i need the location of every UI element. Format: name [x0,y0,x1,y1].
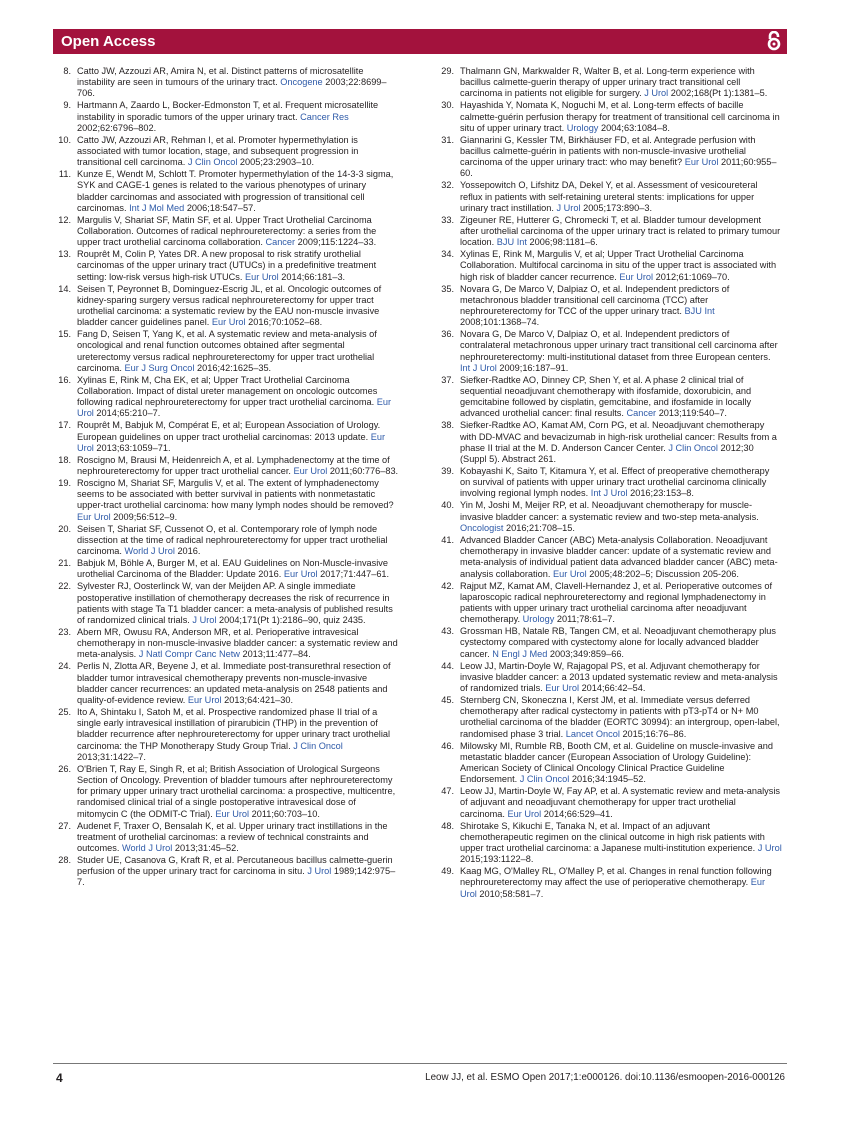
reference-number: 27. [58,820,71,831]
reference-text: Siefker-Radtke AO, Dinney CP, Shen Y, et al. A phase 2 clinical trial of sequential neoadjuvant chemotherapy with ifosfamide, doxorubicin, and gemcitabine followed by cisplatin, gemcitabine, and ifosfamide in locally advanced urothelial cancer: final results. [460,374,752,419]
journal-link[interactable]: Eur J Surg Oncol [124,362,195,373]
journal-link[interactable]: J Clin Oncol [293,740,343,751]
reference-citation-details: 2002;168(Pt 1):1381–5. [670,88,768,99]
reference-text: O'Brien T, Ray E, Singh R, et al; British Association of Urological Surgeons Section of Oncology. Prevention of bladder tumours after nephroureterectomy for primary upper urinary tract urothelial carcinoma: a prospective, multicentre, randomised clinical trial of a single postoperative intravesical dose of mitomycin C (the ODMIT-C Trial). [77,763,396,819]
reference-number: 33. [441,214,454,225]
reference-text: Audenet F, Traxer O, Bensalah K, et al. Upper urinary tract instillations in the treatment of urothelial carcinomas: a review of technical constraints and outcomes. [77,820,388,853]
reference-number: 21. [58,558,71,569]
reference-number: 18. [58,454,71,465]
reference-citation-details: 2011;78:61–7. [556,614,615,625]
journal-link[interactable]: N Engl J Med [492,648,548,659]
reference-text: Hayashida Y, Nomata K, Noguchi M, et al. Long-term effects of bacille calmette-guérin perfusion therapy for treatment of transitional cell carcinoma in situ of upper urinary tract. [460,100,780,133]
reference-item [53,249,399,283]
journal-link[interactable]: Urology [566,122,599,133]
reference-number: 46. [441,740,454,751]
journal-link[interactable]: Cancer Res [300,111,349,122]
reference-item [53,215,399,249]
reference-number: 23. [58,626,71,637]
journal-link[interactable]: Eur Urol [244,271,279,282]
reference-citation-details: 2010;58:581–7. [479,888,544,899]
reference-citation-details: 2013;31:1422–7. [77,751,146,762]
reference-number: 42. [441,580,454,591]
journal-link[interactable]: Cancer [265,237,296,248]
reference-item [53,764,399,820]
reference-citation-details: 2009;115:1224–33. [297,237,377,248]
references-right-column [436,66,782,901]
reference-number: 48. [441,820,454,831]
reference-item [53,524,399,558]
reference-citation-details: 2016;70:1052–68. [248,317,323,328]
reference-citation-details: 2002;62:6796–802. [77,122,157,133]
reference-citation-details: 2012;61:1069–70. [655,271,730,282]
reference-item [436,375,782,420]
reference-text: Siefker-Radtke AO, Kamat AM, Corn PG, et al. Neoadjuvant chemotherapy with DD-MVAC and bevacizumab in high-risk urothelial cancer: Results from a phase II trial at the M. D. Anderson Cancer Center. [460,420,777,453]
reference-item [53,284,399,329]
reference-text: Rajput MZ, Kamat AM, Clavell-Hernandez J, et al. Perioperative outcomes of laparoscopic radical nephroureterectomy and regional lymphadenectomy in patients with upper urinary tract urothelial carcinoma after neoadjuvant chemotherapy. [460,580,772,625]
reference-text: Rouprêt M, Babjuk M, Compérat E, et al; European Association of Urology. European guidelines on upper tract urothelial carcinomas: 2013 update. [77,420,381,442]
journal-link[interactable]: World J Urol [124,546,175,557]
reference-number: 45. [441,694,454,705]
banner-title: Open Access [61,33,156,50]
reference-text: Xylinas E, Rink M, Cha EK, et al; Upper Tract Urothelial Carcinoma Collaboration. Impact of distal ureter management on oncologic outcomes following radical nephroureterectomy for upper tract urothelial carcinoma. [77,374,378,408]
reference-number: 38. [441,420,454,431]
reference-citation-details: 2014;66:529–41. [543,808,613,819]
reference-item [436,329,782,374]
journal-link[interactable]: Cancer [626,408,657,419]
journal-link[interactable]: J Urol [644,88,669,99]
reference-number: 16. [58,374,71,385]
reference-number: 37. [441,374,454,385]
reference-item [53,707,399,763]
reference-number: 43. [441,626,454,637]
reference-item [53,627,399,661]
reference-item [436,215,782,249]
reference-item [436,249,782,283]
reference-text: Milowsky MI, Rumble RB, Booth CM, et al. Guideline on muscle-invasive and metastatic bladder cancer (European Association of Urology Guideline): American Society of Clinical Oncology Clinical Practice Guideline Endorsement. [460,740,774,785]
journal-link[interactable]: J Urol [556,202,581,213]
reference-item [436,284,782,329]
journal-link[interactable]: Eur Urol [619,271,654,282]
reference-text: Abern MR, Owusu RA, Anderson MR, et al. Perioperative intravesical chemotherapy in non-muscle-invasive bladder cancer: a systematic review and meta-analysis. [77,626,398,660]
reference-item [53,455,399,477]
reference-item [53,169,399,214]
reference-text: Advanced Bladder Cancer (ABC) Meta-analysis Collaboration. Neoadjuvant chemotherapy in invasive bladder cancer: update of a systematic review and meta-analysis of individual patient data advanced bladder cancer (ABC) meta-analysis collaboration. [460,534,778,579]
journal-link[interactable]: Int J Urol [590,488,628,499]
reference-text: Roscigno M, Brausi M, Heidenreich A, et al. Lymphadenectomy at the time of nephroureterectomy for upper tract urothelial cancer. [77,454,390,477]
reference-number: 13. [58,249,71,260]
reference-text: Roscigno M, Shariat SF, Margulis V, et al. The extent of lymphadenectomy seems to be associated with better survival in patients with nonmetastatic upper-tract urothelial carcinoma: how many lymph nodes should be removed? [77,478,394,511]
reference-item [53,478,399,523]
reference-citation-details: 2006;18:547–57. [186,202,256,213]
reference-number: 20. [58,523,71,534]
reference-item [436,786,782,820]
reference-text: Grossman HB, Natale RB, Tangen CM, et al. Neoadjuvant chemotherapy plus cystectomy compared with cystectomy alone for locally advanced bladder cancer. [460,626,776,659]
reference-number: 26. [58,763,71,774]
journal-link[interactable]: J Urol [757,842,782,853]
reference-number: 14. [58,283,71,294]
reference-text: Sylvester RJ, Oosterlinck W, van der Meijden AP. A single immediate postoperative instillation of chemotherapy decreases the risk of recurrence in patients with stage Ta T1 bladder cancer: a meta-analysis of published results of randomized clinical trials. [77,581,393,625]
reference-citation-details: 2005;23:2903–10. [239,157,315,168]
reference-text: Rouprêt M, Colin P, Yates DR. A new proposal to risk stratify urothelial carcinomas of the upper urinary tract (UTUCs) in a predefinitive treatment setting: low-risk versus high-risk UTUCs. [77,249,377,282]
reference-citation-details: 1989;142:975–7. [77,866,396,888]
reference-number: 32. [441,180,454,191]
journal-link[interactable]: J Clin Oncol [519,774,570,785]
reference-number: 40. [441,500,454,511]
reference-citation-details: 2011;60:776–83. [329,466,399,477]
reference-citation-details: 2009;16:187–91. [499,362,569,373]
journal-link[interactable]: Eur Urol [77,431,386,453]
reference-citation-details: 2005;173:890–3. [583,202,653,213]
reference-item [436,135,782,180]
references-left-column [53,66,399,889]
footer-rule [53,1063,787,1064]
reference-text: Kaag MG, O'Malley RL, O'Malley P, et al. Changes in renal function following nephroureterectomy may affect the use of perioperative chemotherapy. [460,866,772,888]
reference-number: 35. [441,283,454,294]
reference-citation-details: 2016;42:1625–35. [197,362,272,373]
reference-text: Babjuk M, Böhle A, Burger M, et al. EAU Guidelines on Non-Muscle-invasive urothelial Carcinoma of the Bladder: Update 2016. [77,558,388,580]
reference-text: Sternberg CN, Skoneczna I, Kerst JM, et al. Immediate versus deferred chemotherapy after radical cystectomy in patients with pT3-pT4 or N+ M0 urothelial carcinoma of the bladder (EORTC 30994): an intergroup, open-label, randomised phase 3 trial. [460,694,780,739]
reference-text: Leow JJ, Martin-Doyle W, Fay AP, et al. A systematic review and meta-analysis of adjuvant and neoadjuvant chemotherapy for upper tract urothelial carcinoma. [460,786,780,819]
reference-text: Zigeuner RE, Hutterer G, Chromecki T, et al. Bladder tumour development after urothelial carcinoma of the upper urinary tract is related to primary tumour location. [460,214,781,248]
reference-number: 11. [58,169,71,180]
reference-text: Novara G, De Marco V, Dalpiaz O, et al. Independent predictors of metachronous bladder transitional cell carcinoma (TCC) after nephroureterectomy for TCC of the upper urinary tract. [460,283,730,317]
journal-link[interactable]: Oncogene [280,77,323,88]
reference-number: 12. [58,214,71,225]
reference-citation-details: 2016;21:708–15. [505,522,575,533]
reference-text: Catto JW, Azzouzi AR, Rehman I, et al. Promoter hypermethylation is associated with tumor location, stage, and subsequent progression in transitional cell carcinoma. [77,134,359,168]
reference-citation-details: 2013;11:477–84. [242,649,311,660]
journal-link[interactable]: Eur Urol [215,808,250,819]
reference-text: Yossepowitch O, Lifshitz DA, Dekel Y, et al. Assessment of vesicoureteral reflux in patients with self-retaining ureteral stents: implications for upper urinary tract instillation. [460,180,758,213]
reference-text: Giannarini G, Kessler TM, Birkhäuser FD, et al. Antegrade perfusion with bacillus calmette-guérin in patients with non-muscle-invasive urothelial carcinoma of the upper urinary tract: who may benefit? [460,134,756,168]
reference-citation-details: 2004;63:1084–8. [600,122,670,133]
reference-citation-details: 2013;63:1059–71. [96,442,171,453]
reference-citation-details: 2015;16:76–86. [622,728,687,739]
reference-number: 49. [441,866,454,877]
reference-text: Perlis N, Zlotta AR, Beyene J, et al. Immediate post-transurethral resection of bladder tumor intravesical chemotherapy prevents non-muscle-invasive bladder cancer recurrences: an updated meta-analysis on 2548 patients and quality-of-evidence review. [77,661,391,705]
open-access-banner [53,29,787,54]
reference-item [436,695,782,740]
journal-link[interactable]: Eur Urol [283,569,318,580]
reference-citation-details: 2009;56:512–9. [113,511,178,522]
reference-citation-details: 2016;34:1945–52. [571,774,646,785]
reference-number: 22. [58,581,71,592]
reference-citation-details: 2006;98:1181–6. [529,237,598,248]
journal-link[interactable]: Eur Urol [684,157,719,168]
page-number: 4 [56,1071,63,1085]
reference-item [436,821,782,866]
reference-citation-details: 2011;60:703–10. [251,808,320,819]
journal-link[interactable]: Eur Urol [187,694,222,705]
reference-item [436,100,782,134]
reference-text: Seisen T, Peyronnet B, Dominguez-Escrig JL, et al. Oncologic outcomes of kidney-sparing surgery versus radical nephroureterectomy for upper tract urothelial carcinoma: a systematic review by the EAU non-muscle invasive bladder cancer guidelines panel. [77,283,382,328]
reference-text: Studer UE, Casanova G, Kraft R, et al. Percutaneous bacillus calmette-guerin perfusion of the upper urinary tract for carcinoma in situ. [77,854,393,877]
reference-item [436,581,782,626]
reference-number: 19. [58,478,71,489]
reference-citation-details: 2013;119:540–7. [658,408,727,419]
reference-item [436,626,782,660]
reference-item [436,466,782,500]
reference-number: 9. [63,100,71,111]
reference-citation-details: 2016;23:153–8. [630,488,694,499]
reference-citation-details: 2003;22:8699–706. [77,77,387,99]
journal-link[interactable]: J Urol [307,866,332,877]
reference-citation-details: 2014;66:181–3. [281,271,346,282]
reference-number: 15. [58,329,71,340]
reference-text: Hartmann A, Zaardo L, Bocker-Edmonston T, et al. Frequent microsatellite instability in sporadic tumors of the upper urinary tract. [77,100,379,122]
reference-item [436,661,782,695]
journal-link[interactable]: Eur Urol [552,568,587,579]
reference-text: Seisen T, Shariat SF, Cussenot O, et al. Contemporary role of lymph node dissection at the time of radical nephroureterectomy for upper tract urothelial carcinoma. [77,523,388,557]
journal-link[interactable]: Eur Urol [507,808,542,819]
reference-text: Leow JJ, Martin-Doyle W, Rajagopal PS, et al. Adjuvant chemotherapy for invasive bladder cancer: a 2013 updated systematic review and meta-analysis of randomized trials. [460,660,778,693]
footer-citation: Leow JJ, et al. ESMO Open 2017;1:e000126. doi:10.1136/esmoopen-2016-000126 [425,1072,785,1083]
reference-item [53,329,399,374]
journal-link[interactable]: Eur Urol [211,317,246,328]
reference-number: 47. [441,786,454,797]
journal-link[interactable]: J Clin Oncol [187,157,238,168]
journal-link[interactable]: Oncologist [460,522,504,533]
reference-citation-details: 2013;31:45–52. [174,842,239,853]
reference-number: 31. [441,134,454,145]
reference-text: Xylinas E, Rink M, Margulis V, et al; Upper Tract Urothelial Carcinoma Collaboration. Multifocal carcinoma in situ of the upper tract is associated with high risk of bladder cancer recurrence. [460,249,777,282]
reference-number: 34. [441,249,454,260]
reference-item [53,66,399,100]
reference-item [436,500,782,534]
journal-link[interactable]: Eur Urol [77,397,392,419]
journal-link[interactable]: BJU Int [684,306,715,317]
reference-item [436,66,782,100]
reference-number: 39. [441,466,454,477]
journal-link[interactable]: Int J Mol Med [129,202,185,213]
reference-number: 44. [441,660,454,671]
reference-item [436,535,782,580]
reference-number: 29. [441,66,454,76]
reference-citation-details: 2004;171(Pt 1):2186–90, quiz 2435. [218,614,366,625]
reference-number: 24. [58,661,71,672]
reference-text: Kunze E, Wendt M, Schlott T. Promoter hypermethylation of the 14-3-3 sigma, SYK and CAGE-1 genes is related to the various phenotypes of urinary bladder carcinomas and associated with progression of transitional cell carcinomas. [77,169,394,213]
journal-link[interactable]: J Urol [192,614,217,625]
reference-number: 36. [441,329,454,340]
reference-item [436,180,782,214]
reference-number: 30. [441,100,454,111]
reference-text: Ito A, Shintaku I, Satoh M, et al. Prospective randomized phase II trial of a single early intravesical instillation of pirarubicin (THP) in the prevention of bladder recurrence after nephroureterectomy for upper urinary tract urothelial carcinoma: the THP Monotherapy Study Group Trial. [77,706,391,751]
reference-item [53,420,399,454]
reference-text: Shirotake S, Kikuchi E, Tanaka N, et al. Impact of an adjuvant chemotherapeutic regimen on the clinical outcome in high risk patients with upper tract urothelial carcinoma: a Japanese multi-institution experience. [460,820,765,853]
reference-citation-details: 2013;64:421–30. [224,694,294,705]
reference-item [53,100,399,134]
reference-text: Thalmann GN, Markwalder R, Walter B, et al. Long-term experience with bacillus calmette-guerin therapy of upper urinary tract transitional cell carcinoma in patients not eligible for surgery. [460,66,755,99]
reference-item [53,661,399,706]
journal-link[interactable]: Eur Urol [293,466,328,477]
reference-item [53,581,399,626]
journal-link[interactable]: J Natl Compr Canc Netw [138,649,240,660]
open-access-icon [767,31,781,51]
reference-number: 25. [58,706,71,717]
journal-link[interactable]: J Clin Oncol [668,442,718,453]
journal-link[interactable]: World J Urol [121,842,173,853]
journal-link[interactable]: Eur Urol [545,682,579,693]
reference-number: 17. [58,420,71,431]
reference-citation-details: 2005;48:202–5; Discussion 205-206. [589,568,739,579]
journal-link[interactable]: Eur Urol [77,511,111,522]
journal-link[interactable]: Lancet Oncol [565,728,620,739]
reference-text: Novara G, De Marco V, Dalpiaz O, et al. Independent predictors of contralateral metachronous upper urinary tract transitional cell carcinoma after nephroureterectomy: multi-institutional dataset from three European centers. [460,329,778,362]
reference-citation-details: 2015;193:1122–8. [460,854,534,865]
reference-citation-details: 2016. [177,546,201,557]
reference-citation-details: 2014;65:210–7. [96,408,161,419]
reference-number: 41. [441,534,454,545]
reference-text: Kobayashi K, Saito T, Kitamura Y, et al. Effect of preoperative chemotherapy on survival of patients with upper urinary tract urothelial carcinoma clinically involving regional lymph nodes. [460,466,770,499]
reference-number: 28. [58,854,71,865]
reference-citation-details: 2003;349:859–66. [549,648,624,659]
reference-item [53,375,399,420]
reference-text: Yin M, Joshi M, Meijer RP, et al. Neoadjuvant chemotherapy for muscle-invasive bladder cancer: a systematic review and two-step meta-analysis. [460,500,759,522]
reference-item [53,135,399,169]
reference-item [53,821,399,855]
reference-text: Margulis V, Shariat SF, Matin SF, et al. Upper Tract Urothelial Carcinoma Collaboration. Outcomes of radical nephroureterectomy: a series from the upper tract urothelial carcinoma collaboration. [77,214,377,248]
reference-citation-details: 2008;101:1368–74. [460,317,540,328]
reference-citation-details: 2011;60:955–60. [460,157,777,179]
reference-item [436,420,782,465]
reference-item [53,855,399,889]
reference-number: 8. [63,66,71,76]
reference-citation-details: 2017;71:447–61. [320,569,390,580]
reference-number: 10. [58,134,71,145]
journal-link[interactable]: BJU Int [496,237,527,248]
reference-item [436,741,782,786]
journal-link[interactable]: Int J Urol [460,362,497,373]
reference-citation-details: 2014;66:42–54. [581,682,646,693]
reference-citation-details: 2012;30 (Suppl 5). Abstract 261. [460,442,754,465]
reference-text: Fang D, Seisen T, Yang K, et al. A systematic review and meta-analysis of oncological and renal function outcomes obtained after segmental ureterectomy versus radical nephroureterectomy for upper tract urothelial carcinoma. [77,329,377,373]
reference-item [436,866,782,900]
reference-text: Catto JW, Azzouzi AR, Amira N, et al. Distinct patterns of microsatellite instability are seen in tumours of the urinary tract. [77,66,364,88]
journal-link[interactable]: Urology [522,614,555,625]
journal-link[interactable]: Eur Urol [460,877,766,899]
reference-item [53,558,399,580]
